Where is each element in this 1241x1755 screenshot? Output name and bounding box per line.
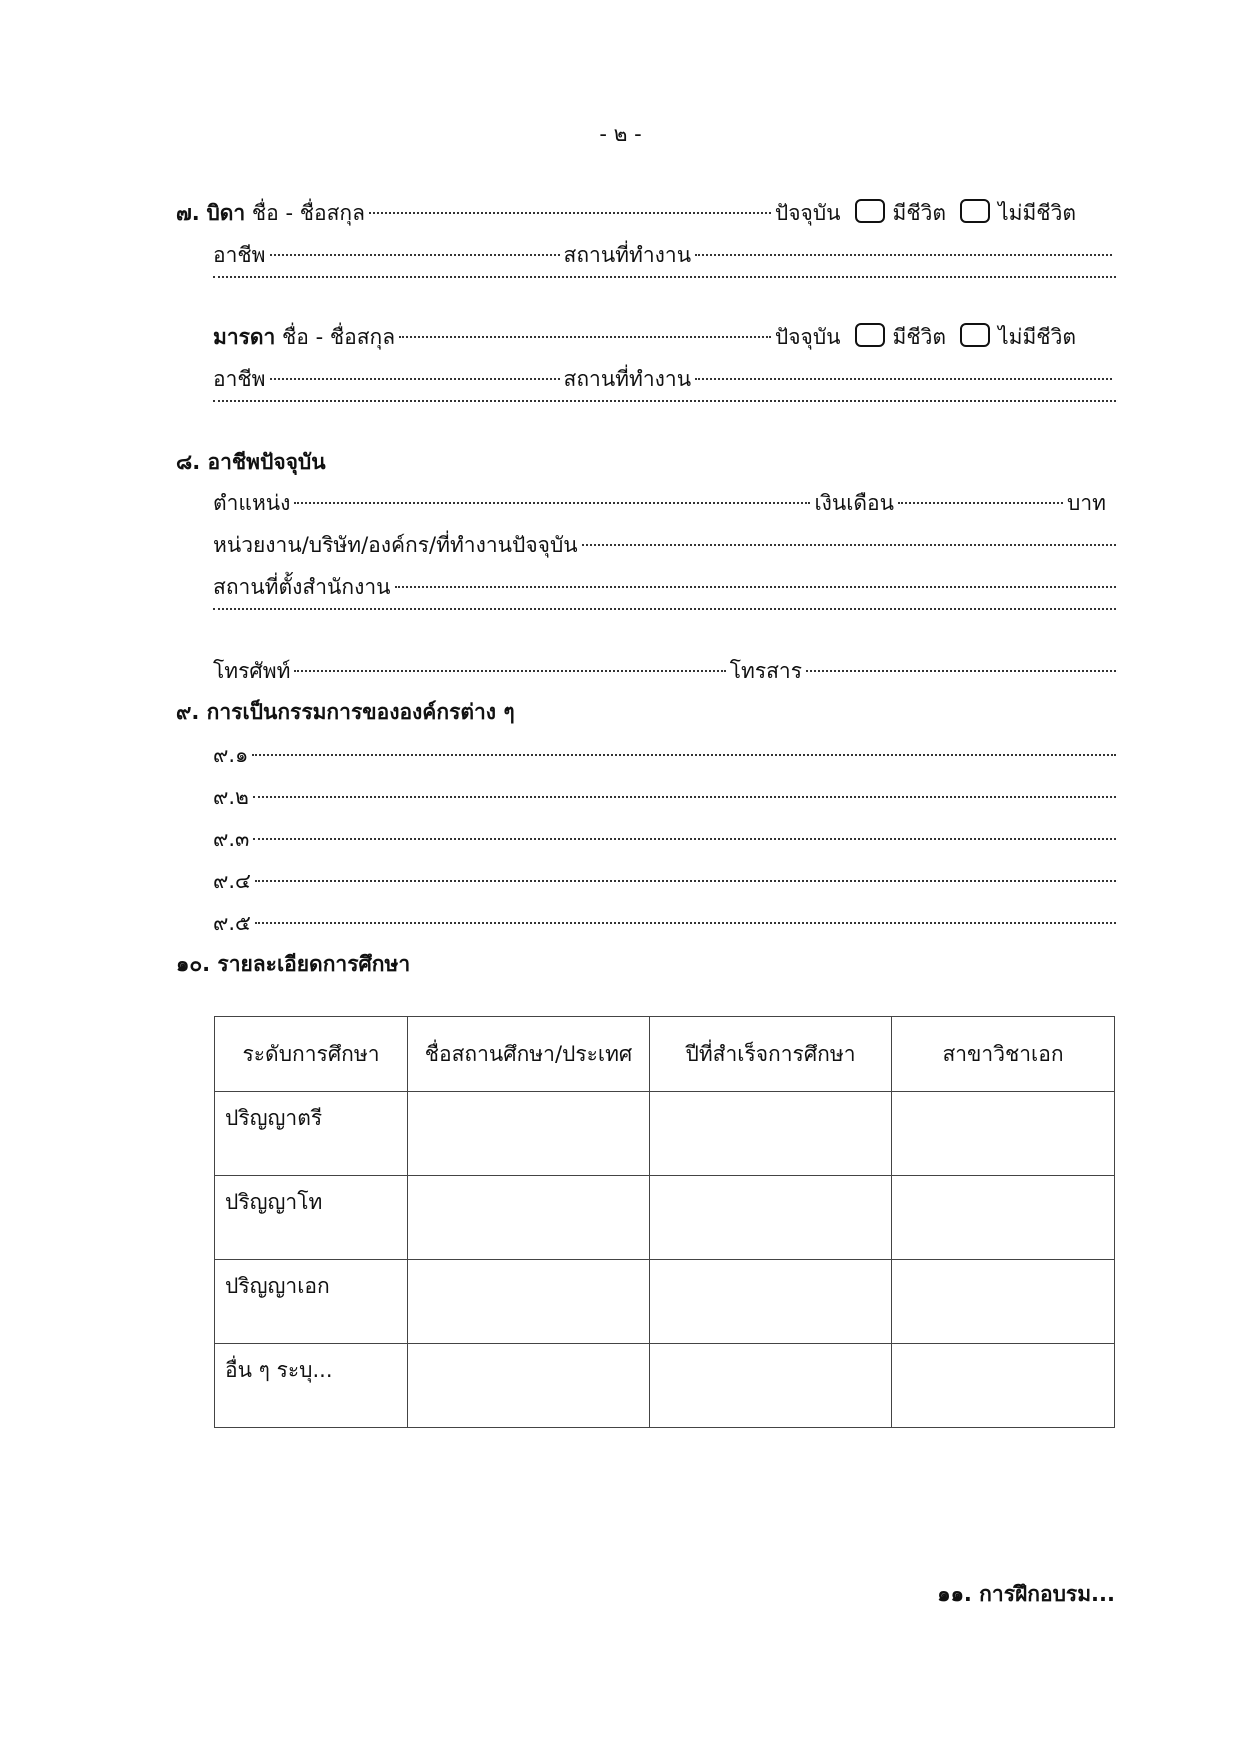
committee-item-field[interactable] xyxy=(253,796,1116,798)
committee-item-field[interactable] xyxy=(253,838,1116,840)
mother-alive-label: มีชีวิต xyxy=(892,325,947,349)
office-field-2[interactable] xyxy=(213,608,1116,610)
committee-item-label: ๙.๔ xyxy=(213,869,251,893)
mother-alive-checkbox[interactable] xyxy=(855,323,885,347)
table-cell[interactable] xyxy=(892,1344,1115,1428)
father-workplace-field[interactable] xyxy=(695,254,1112,256)
father-workplace-label: สถานที่ทำงาน xyxy=(563,243,692,267)
father-current-label: ปัจจุบัน xyxy=(774,201,841,225)
committee-item-field[interactable] xyxy=(252,754,1116,756)
mother-workplace-line-2 xyxy=(213,406,1116,436)
organization-field[interactable] xyxy=(582,544,1116,546)
father-occupation-label: อาชีพ xyxy=(213,243,266,267)
committee-item-label: ๙.๕ xyxy=(213,911,251,935)
phone-field[interactable] xyxy=(294,670,725,672)
table-cell[interactable] xyxy=(650,1344,892,1428)
table-header-row xyxy=(215,1017,1115,1092)
table-header: ระดับการศึกษา xyxy=(215,1017,408,1092)
mother-name-field[interactable] xyxy=(399,336,771,338)
position-field[interactable] xyxy=(294,502,810,504)
mother-workplace-label: สถานที่ทำงาน xyxy=(563,367,692,391)
mother-occupation-label: อาชีพ xyxy=(213,367,266,391)
organization-label: หน่วยงาน/บริษัท/องค์กร/ที่ทำงานปัจจุบัน xyxy=(213,533,578,557)
father-alive-checkbox[interactable] xyxy=(855,199,885,223)
table-row xyxy=(215,1260,1115,1344)
phone-line xyxy=(213,656,1116,686)
table-cell[interactable] xyxy=(650,1176,892,1260)
committee-item-line xyxy=(213,782,1116,812)
office-label: สถานที่ตั้งสำนักงาน xyxy=(213,575,391,599)
mother-label: มารดา xyxy=(213,325,276,349)
table-row xyxy=(215,1344,1115,1428)
section-8-title: ๘. อาชีพปัจจุบัน xyxy=(176,450,326,474)
table-header: ชื่อสถานศึกษา/ประเทศ xyxy=(408,1017,650,1092)
mother-deceased-label: ไม่มีชีวิต xyxy=(998,325,1076,349)
father-name-field[interactable] xyxy=(369,212,771,214)
fax-field[interactable] xyxy=(806,670,1116,672)
salary-field[interactable] xyxy=(898,502,1063,504)
committee-item-field[interactable] xyxy=(255,922,1116,924)
father-deceased-label: ไม่มีชีวิต xyxy=(998,201,1076,225)
father-name-label: ชื่อ - ชื่อสกุล xyxy=(251,201,365,225)
fax-label: โทรสาร xyxy=(729,659,802,683)
table-cell[interactable] xyxy=(408,1176,650,1260)
education-table xyxy=(214,1016,1115,1428)
section-10-title: ๑๐. รายละเอียดการศึกษา xyxy=(176,952,411,976)
table-cell[interactable] xyxy=(892,1176,1115,1260)
table-header: สาขาวิชาเอก xyxy=(892,1017,1115,1092)
table-cell[interactable] xyxy=(408,1344,650,1428)
table-cell[interactable] xyxy=(650,1260,892,1344)
mother-deceased-checkbox[interactable] xyxy=(960,323,990,347)
table-cell[interactable] xyxy=(892,1092,1115,1176)
committee-item-line xyxy=(213,866,1116,896)
next-section-note: ๑๑. การฝึกอบรม... xyxy=(937,1582,1115,1606)
office-field[interactable] xyxy=(395,586,1117,588)
table-header: ปีที่สำเร็จการศึกษา xyxy=(650,1017,892,1092)
father-occupation-field[interactable] xyxy=(270,254,560,256)
section-7-number: ๗. xyxy=(176,201,200,225)
committee-item-line xyxy=(213,824,1116,854)
position-line xyxy=(213,488,1106,518)
mother-occupation-line xyxy=(213,364,1116,394)
page-number: - ๒ - xyxy=(599,122,642,146)
position-label: ตำแหน่ง xyxy=(213,491,291,515)
education-level: ปริญญาโท xyxy=(215,1176,408,1260)
mother-occupation-field[interactable] xyxy=(270,378,560,380)
mother-current-label: ปัจจุบัน xyxy=(774,325,841,349)
education-level: ปริญญาตรี xyxy=(215,1092,408,1176)
office-line-2 xyxy=(213,614,1116,644)
committee-item-line xyxy=(213,740,1116,770)
phone-label: โทรศัพท์ xyxy=(213,659,291,683)
mother-name-line xyxy=(213,320,1076,350)
table-cell[interactable] xyxy=(408,1260,650,1344)
father-workplace-line-2 xyxy=(213,282,1116,312)
father-label: บิดา xyxy=(206,201,246,225)
baht-label: บาท xyxy=(1067,491,1106,515)
salary-label: เงินเดือน xyxy=(814,491,895,515)
table-row xyxy=(215,1092,1115,1176)
father-name-line xyxy=(176,196,1076,226)
office-line xyxy=(213,572,1116,602)
committee-item-field[interactable] xyxy=(255,880,1116,882)
father-occupation-line xyxy=(213,240,1116,270)
mother-workplace-field-2[interactable] xyxy=(213,400,1116,402)
table-cell[interactable] xyxy=(408,1092,650,1176)
table-cell[interactable] xyxy=(892,1260,1115,1344)
table-cell[interactable] xyxy=(650,1092,892,1176)
mother-workplace-field[interactable] xyxy=(695,378,1112,380)
mother-name-label: ชื่อ - ชื่อสกุล xyxy=(282,325,396,349)
committee-item-label: ๙.๓ xyxy=(213,827,250,851)
committee-item-line xyxy=(213,908,1116,938)
organization-line xyxy=(213,530,1116,560)
father-alive-label: มีชีวิต xyxy=(892,201,947,225)
committee-item-label: ๙.๑ xyxy=(213,743,249,767)
education-level: ปริญญาเอก xyxy=(215,1260,408,1344)
committee-item-label: ๙.๒ xyxy=(213,785,249,809)
education-level: อื่น ๆ ระบุ... xyxy=(215,1344,408,1428)
section-9-title: ๙. การเป็นกรรมการขององค์กรต่าง ๆ xyxy=(176,700,515,724)
table-row xyxy=(215,1176,1115,1260)
father-deceased-checkbox[interactable] xyxy=(960,199,990,223)
father-workplace-field-2[interactable] xyxy=(213,276,1116,278)
